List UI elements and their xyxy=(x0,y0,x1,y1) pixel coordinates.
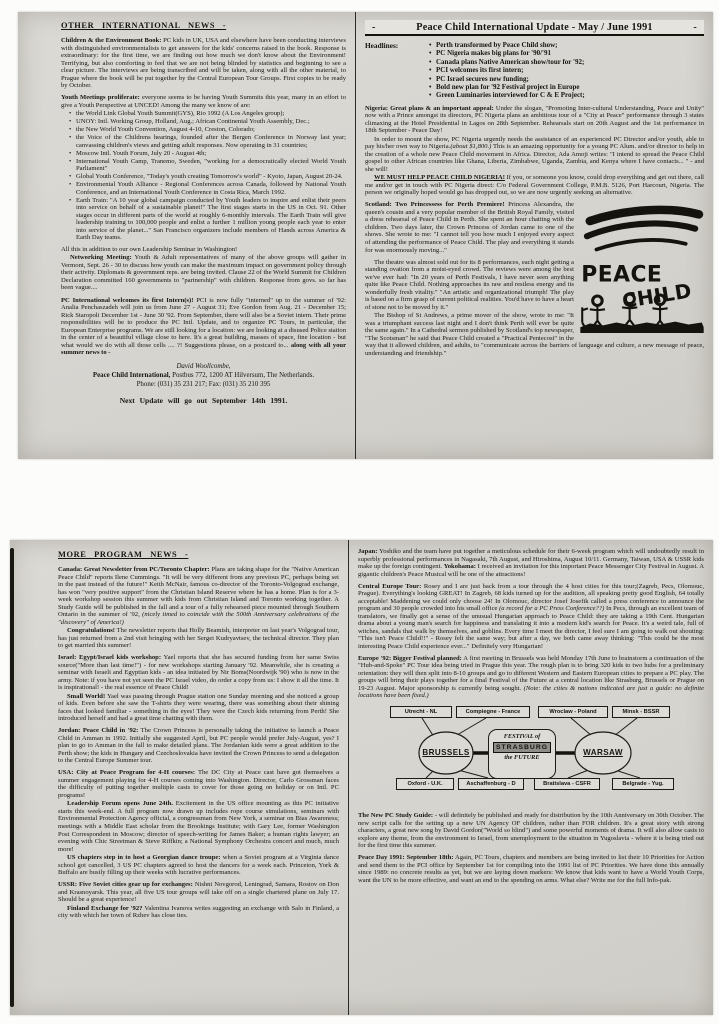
article-lead: Congratulations! xyxy=(67,627,115,635)
article-small-world xyxy=(58,693,339,723)
article-first-interns xyxy=(61,297,346,357)
brush-stroke xyxy=(587,224,695,237)
article-text: when a Soviet program at a Virginia dance school got cancelled, 3 US PC chapters agreed to host the dancers for a week each. Princeton, York & Buffalo are busily filling up their weeks with lucrative performances. xyxy=(58,854,339,877)
article-text: PCI is now fully "interned" up to the summer of '92: Analia Penchaszadeh will join us from June 27 - August 31; Eve Gordon from Aug. 21 - December 15; Rick Staropoli December 1st - June 30 '92. From September, there will also be a Soviet intern. Their prime responsibilities will be to produce the PC Intl. Update, and to organize PC Tours, in particular, the European Enterprise programs. We are still looking for a location: we are looking at a disused Police station in the center of a beautiful village close to here. It's a great building, masses of space, fine location - but what would we do with all those cells .... ?! Suggestions please, on a postcard to... xyxy=(61,296,346,349)
article-lead: USA: City at Peace Program for 4-H courses: xyxy=(58,769,196,777)
article-peace-day xyxy=(358,854,704,884)
article-networking-meeting xyxy=(61,254,346,292)
list-item: • Moscow Intl. Youth Forum, July 20 - August 4th; xyxy=(76,150,346,158)
article-israel-workshop xyxy=(58,654,339,692)
article-lead: Leadership Forum opens June 24th. xyxy=(67,800,173,808)
article-lead-underlined: WE MUST HELP PEACE CHILD NIGERIA! xyxy=(374,174,505,182)
connector-line xyxy=(422,718,434,737)
article-text: PC kids in UK, USA and elsewhere have been conducting interviews with distinguished environmentalists to get answers for the kids' concerns raised in the book. Response is extraordinary: for the first time, we are finding out how much we don't know about the Environment! Terrifying, but also comforting to feel that we are not being blinded by statistics and beginning to see a clear picture. The interviews are being transcribed and will be taken, along with all the other material, to Prague where the book will be put together by the Central European Tour Groups. First copies to be ready by October. xyxy=(61,37,346,90)
article-text: Again, PC Tours, chapters and members are being invited to list their 10 Priorities for Action and send them to the PCI office by September 1st for compiling into the 1991 list of PC Priorities. We have done this annually since 1989: no concrete results as yet, but we are laying down markers: We know that kids want to have a World Youth Corps, want the UN to be more effective, and want an end to the spending on arms. What else? Write me for the full Info-pak. xyxy=(358,854,704,884)
page2-right-column xyxy=(348,540,713,1015)
diagram-city-box: Belgrade - Yug. xyxy=(612,778,674,790)
article-text: Valentina Ivanova writes suggesting an exchange with Salo in Finland, a city with which her town of Rzhev has close ties. xyxy=(58,904,340,920)
org-name: Peace Child International, xyxy=(92,371,171,379)
diagram-city-box: Bratislava - CSFR xyxy=(534,778,600,790)
article-text: In Pecs, through an excellent team of translators, we finally got a sense of the unusual Hungarian approach to Peace Child: they are taking a 19th Cent. Hungarian drama about a young man's search for happiness and translating it into a modern kid's search for Peace. It's a weird tale, full of witches, sandals that walk by themselves, and goblins. Every time I meet the director, I feel sure I am going to walk out shouting: "This isn't Peace Child!!" - Rosey felt the same way; but after a day, we both came away thinking: "This could be the most interesting Peace Child experience ever..." Definitely very Hungarian! xyxy=(358,605,704,650)
headline-item: • PC Nigeria makes big plans for '90/'91 xyxy=(427,49,704,57)
connector-line xyxy=(614,718,637,736)
article-text-italic: (Note: the cities & nations indicated are just a guide: no definite locations have been fixed.) xyxy=(358,684,704,700)
article-nigeria-plans xyxy=(365,105,704,135)
list-item: • Global Youth Conference, "Today's youth creating Tomorrow's world" - Kyoto, Japan, August 20-24. xyxy=(76,173,346,181)
article-text: Yoshiko and the team have put together a meticulous schedule for their 6-week program which will undoubtedly result in superbly professional performances in Nagasaki, 7th August, and Hiroshima, August 10/11. Germany, Taiwan, USA & USSR kids make up the foreign contingent. xyxy=(358,548,704,571)
signature-phone-fax: Phone: (031) 35 231 217; Fax: (031) 35 210 395 xyxy=(136,381,271,389)
article-text: The DC City at Peace cast have got themselves a summer engagement playing for 4-H courses coming into Washington. Director, Carlo Grossman faces the difficulty of putting together multiple casts to cover for those going on holiday or on Intl. PC programs! xyxy=(58,769,340,799)
article-text: Under the slogan, "Promoting Inter-cultural Understanding, Peace and Unity" now with a Prince amongst its directors, PC Nigeria plans an ambitious tour of a "City at Peace" performance through 3 states climaxing at the Hotel Presidential in Lagos on 28th September. Rehearsals start on 20th August and the 1st performance in 18th September - Peace Day! xyxy=(365,104,704,135)
article-text: The Crown Princess is personally taking the initiative to launch a Peace Child in Amman in 1992. Initially she suggested April, but PC people would prefer July-August, yes? I plan to go to Amman in the fall to make detailed plans. The Jordanian kids were a great addition to the Perth show; the kids in Hungary and Czechoslovakia have invited the Crown Princess to send a delegation to the Central Europe Summer tour. xyxy=(58,727,340,765)
headline-item: • Perth transformed by Peace Child show; xyxy=(427,41,704,49)
article-usa-4h xyxy=(58,769,339,799)
article-lead: Finland Exchange for '92? xyxy=(67,904,143,912)
article-lead: PC International welcomes its first Intern(s)! xyxy=(61,296,194,304)
page1-columns xyxy=(18,12,713,459)
bishop-paragraph: The Bishop of St Andrews, a prime mover of the show, wrote to me: "It was a triumphant success last night and I don't think Perth will ever be quite the same again." In a Cathedral sermon published by Scotland's top newspaper, "The Scotsman" he said that Peace Child created a "Practical Pentecost" in the way that it allowed children, and adults, to "communicate across the barriers of language and culture, a new message of peace, understanding and friendship." xyxy=(365,312,704,357)
title-dash-left: - xyxy=(372,22,376,33)
article-text: The newsletter reports that Holly Beamish, interpreter on last year's Volgograd tour, has just returned from a 2nd visit bringing with her Sergei Kudryavtsev, the technical director. They plan to get married this summer! xyxy=(58,627,339,650)
article-children-environment-book xyxy=(61,37,346,90)
article-us-chapters xyxy=(58,854,339,877)
article-youth-meetings xyxy=(61,94,346,109)
article-lead: Networking Meeting: xyxy=(70,254,132,262)
section-heading-more-program-news: MORE PROGRAM NEWS - xyxy=(58,550,189,559)
headline-item: • Green Luminaries interviewed for C & E Project; xyxy=(427,91,704,99)
article-lead: Nigeria: Great plans & an important appeal: xyxy=(365,104,494,112)
list-item: • UNOY: Intl. Working Group, Holland, Aug.; African Continental Youth Assembly, Dec.; xyxy=(76,118,346,126)
article-lead: Jordan: Peace Child in '92: xyxy=(58,727,139,735)
brush-stroke xyxy=(590,210,699,221)
diagram-city-box: Oxford - U.K. xyxy=(396,778,454,790)
page1-left-column xyxy=(18,12,355,459)
page2-columns xyxy=(10,540,713,1015)
list-item: • International Youth Camp, Tranemo, Sweden, "working for a democratically elected World Youth Parliament" xyxy=(76,158,346,173)
article-nigeria-appeal xyxy=(365,136,704,174)
list-item: • Earth Train: "A 10 year global campaign conducted by Youth leaders to inspire and enlist their peers into service on behalf of a sustainable planet!" The first stages starts in the US in Oct. 91. Other stages occur in different parts of the world at roughly 6-monthly intervals. The Earth Train will give leadership training to 100,000 people and enlist a further 1 million young people each year to enter into service of the planet..." San Francisco organizers include members of Hands across America & Earth Day teams. xyxy=(76,197,346,242)
article-text: In order to mount the show, PC Nigeria urgently needs the assistance of an experienced PC Director and/or youth, able to pay his/her own way to Nigeria. xyxy=(365,135,704,151)
org-address: Postbus 772, 1200 AT Hilversum, The Netherlands. xyxy=(170,371,315,379)
scan-edge-artifact xyxy=(10,548,14,1007)
connector-line xyxy=(457,718,486,735)
connector-line xyxy=(615,770,640,778)
article-lead: Small World! xyxy=(67,692,106,700)
signature-name: David Woollcombe, xyxy=(176,362,231,370)
headline-item: • PCI welcomes its first intern; xyxy=(427,66,704,74)
article-lead: USSR: Five Soviet cities gear up for exchanges: xyxy=(58,881,193,889)
article-lead: US chapters step in to host a Georgian dance troupe: xyxy=(67,854,221,862)
article-lead: The New PC Study Guide: xyxy=(358,812,434,820)
article-europe-92 xyxy=(358,655,704,700)
headlines-label: Headlines: xyxy=(365,41,399,50)
diagram-city-box: Minsk - BSSR xyxy=(612,706,670,718)
article-study-guide xyxy=(358,812,704,850)
article-ussr-exchanges xyxy=(58,881,339,904)
article-text: Plans are taking shape for the "Native American Peace Child" reports Ilene Cummings. "It will be very different from any previous PC, perhaps being set in the past instead of the future!" Keith McNair, famous co-director of the Toronto-Volgograd exchange, has won "very positive support" from the Christian Island Reserve where he has a home. Plan is for a 3-week workshop session this summer with kids from Christian Island and Toronto working together. A Study Guide will be published in the fall and a tour of a fully rehearsed piece mounted through Southern Ontario in the summer of '92, xyxy=(58,566,339,619)
article-text: Yael reports that she has secured funding from her same Swiss source("More than last time!") - for new workshops starting January '92. Meanwhile, she is creating a seminar with Israeli and Egyptian kids - an idea initiated by Nir Boms(Noordwijk '90) who is now in the army. Note: if you have not yet seen the PC Israel video, do order a copy from us: I show it all the time. It is inspirational! - the real essence of Peace Child! xyxy=(58,654,339,692)
festival-top-text: FESTIVAL of xyxy=(503,733,541,741)
list-item: • the New World Youth Convention, August 4-10, Creston, Colorado; xyxy=(76,126,346,134)
article-congratulations xyxy=(58,627,339,650)
list-item: • the Voice of the Childrens hearings, founded after the Bergen Conference in Norway last year; canvassing children's views and getting adult responses. Now operating in 31 countries; xyxy=(76,134,346,149)
connector-line xyxy=(571,718,592,736)
headline-item: • Bold new plan for '92 Festival project in Europe xyxy=(427,83,704,91)
brush-stroke xyxy=(596,240,685,250)
title-dash-right: - xyxy=(693,22,697,33)
article-text-italic: (a record for a PC Press Conference??) xyxy=(499,605,605,613)
article-text: Yael was passing through Prague station one Sunday morning and she noticed a group of kids. Even before she saw the T-shirts they were wearing, there was something about their shining faces that looked familiar - something in the eyes! They were the Czech kids returning from Perth! She introduced herself and had a great time chatting with them. xyxy=(58,692,339,723)
article-lead: Yokohama: xyxy=(443,563,476,571)
article-text-italic: (nicely timed to coincide with the 500th Anniversary celebrations of the "discovery" of America!) xyxy=(58,611,339,626)
logo-word-child: CHILD xyxy=(620,279,694,314)
peace-child-logo xyxy=(580,203,704,333)
article-scotland-princesses xyxy=(365,201,704,357)
headline-item: • Canada plans Native American show/tour for '92; xyxy=(427,58,704,66)
diagram-city-box: Aschaffenburg - D xyxy=(458,778,524,790)
article-lead: Central Europe Tour: xyxy=(358,582,422,590)
article-central-europe-tour xyxy=(358,583,704,651)
diagram-city-box: Compiegne - France xyxy=(456,706,530,718)
article-text: - will definitely be published and ready for distribution by the 10th Anniversary on 30th October. The new script calls for the setting up a new UN Agency OF children, rather than FOR children. It's a great story with strong characters, a great new song by David Gordon("World so blind") and some powerful moments of drama. It will also allow casts to explore any theme, from the environment to Israel, from unemployment to the situation in Yugoslavia - where it is being tried out for the first time this summer. xyxy=(358,812,704,850)
festival-center-box xyxy=(488,729,556,779)
logo-word-peace: PEACE xyxy=(581,263,663,289)
section-heading-other-international-news: OTHER INTERNATIONAL NEWS - xyxy=(61,21,227,30)
headline-item: • PC Israel secures new funding; xyxy=(427,75,704,83)
page2-left-column xyxy=(10,540,348,1015)
article-text: Rosey and I are just back from a tour through the 4 host cities for this tour;(Zagreb, Pecs, Olomouc, Prague). Everything's looking GREAT! In Zagreb, 68 kids turned up for the audition, all speaking pretty good English, 64 totally acceptable! Maddening we could only choose 24! In Olomouc, director Josef Josefik called a press conference to announce the program and 30 people crowded into his small office xyxy=(358,582,704,613)
list-item: • the World Link Global Youth Summit(GYS), Rio 1992 (A Los Angeles group); xyxy=(76,110,346,118)
newsletter-title: Peace Child International Update - May / June 1991 xyxy=(416,22,653,33)
article-text: everyone seems to be having Youth Summits this year, many in an effort to give a Youth Perspective at UNCED! Among the many we know of are: xyxy=(61,94,346,109)
article-text: Princess Alexandra, the queen's cousin and a very popular member of the British Royal Family, visited a dress rehearsal of Peace Child in Perth. She spent an hour chatting with the children. Two days later, the Crown Princess of Jordan came to one of the shows. She wrote to me: "I cannot tell you how much I enjoyed every aspect of attending the performance of Peace Child. The play and everything it stands for was enormously moving..." xyxy=(365,201,574,254)
article-help-nigeria xyxy=(365,174,704,197)
theatre-paragraph: The theatre was almost sold out for its 8 performances, each night getting a standing ovation from a moist-eyed crowd. The reviews were among the best we've ever had: "In 20 years of Perth Festivals, I have never seen anything quite like Peace Child. Nothing approaches its raw and restless energy and its wonderfully fresh vitality." "An artistic and organizational triumph! The play is based on a firm grasp of current political realities. You'd have to have a heart of stone not to be moved by it." xyxy=(365,258,574,311)
newsletter-page-2 xyxy=(10,540,713,1015)
newsletter-title-bar xyxy=(365,20,704,36)
list-item: • Environmental Youth Alliance - Regional Conferences across Canada, followed by National Youth Conference, and an International Youth Conference in Costa Rica, March 1992. xyxy=(76,181,346,196)
hub-label-brussels: BRUSSELS xyxy=(422,748,470,758)
connector-line xyxy=(458,770,488,778)
festival-bottom-text: the FUTURE xyxy=(504,754,540,762)
strasburg-chip: STRASBURG xyxy=(493,742,551,753)
article-lead: Peace Day 1991: September 18th: xyxy=(358,854,454,862)
article-lead: Children & the Environment Book: xyxy=(61,37,162,44)
newsletter-page-1 xyxy=(18,12,713,459)
article-canada-newsletter xyxy=(58,566,339,626)
hub-and-spoke-diagram xyxy=(360,704,704,807)
article-text: Nishni Novgorod, Leningrad, Samara, Rostov on Don and Krasnoyarsk. This year, all five US tour groups will take off on a single chartered plane on July 17. Should be a great experience! xyxy=(58,881,339,904)
article-text: Youth & Adult representatives of many of the above groups will gather in Vermont, Sept. 26 - 30 to discuss how youth can make the maximum impact on government policy through their activity. Diplomats & government reps. are being invited. Clause 22 of the World Summit for Children Declaration committed 160 governments to "partnership" with children. Response from govs. so far has been vague.... xyxy=(61,254,346,292)
article-text: This is an amazing opportunity for a young PC Alum. and/or director to help in the creation of a whole new Peace Child movement in Africa. Director, Ada Amoji writes: "I intend to spread the Peace Child gospel to other African countries like Ghana, Liberia, Zimbabwe, Uganda, Zambia, and Kenya where I have contacts... " - and she will! xyxy=(365,143,704,173)
headlines-section xyxy=(365,41,704,100)
youth-meetings-list xyxy=(63,110,346,242)
article-text: A first meeting in Brussels was held Monday 17th June to brainstorm a continuation of the "Hub-and-Spoke" PC Tour idea being tried in Prague this year. The rough plan is to bring 320 kids to two hubs for a preliminary orientation: they will then split into 8-10 groups and go to different Western and Eastern European cities to prepare a PC play. The groups will bring their plays together for a final Festival of the Future at a central location like Strasburg, Brussels or Prague on 19-23 August. Major sponsorship is currently being sought. xyxy=(358,654,704,692)
article-lead: Europe '92: Bigger Festival planned: xyxy=(358,654,462,662)
article-leadership-forum xyxy=(58,800,339,853)
article-lead: Canada: Great Newsletter from PC/Toronto Chapter: xyxy=(58,566,210,573)
article-lead: Scotland: Two Princessess for Perth Premiere! xyxy=(365,201,505,209)
page1-right-column xyxy=(355,12,713,459)
article-lead: Japan: xyxy=(358,548,378,555)
leadership-seminar-note: All this in addition to our own Leadership Seminar in Washington! xyxy=(61,245,238,253)
article-jordan xyxy=(58,727,339,765)
article-finland-exchange xyxy=(58,905,339,920)
article-text-italic: (about $1,800.) xyxy=(450,143,492,151)
article-text-bold: along with all your summer news to - xyxy=(61,341,346,357)
signature-address xyxy=(61,371,346,380)
diagram-city-box: Utrecht - NL xyxy=(390,706,452,718)
article-lead: Youth Meetings proliferate: xyxy=(61,94,140,102)
next-update-notice: Next Update will go out September 14th 1991. xyxy=(119,395,288,405)
article-text: Excitement in the US office mounting as this PC initiative starts this week-end. A full program now drawn up includes rope course simulations, seminars with Environmental Protection Agency official, a congressman from New York, a seminar on Bias Awareness; meetings with a Middle East scholar from the Brookings Institute; with Gary Lee, former Washington Post Correspondent in Moscow; director of speech-writing for James Baker; a human rights lawyer; an evening with Chic Streetman & Steve Riffkin; a National Symphony Orchestra concert and much, much more! xyxy=(58,800,339,853)
hub-label-warsaw: WARSAW xyxy=(583,748,623,758)
article-text: I received an invitation for this important Peace Messenger City Festival in August. A gigantic children's Peace Musical will be one of the attractions! xyxy=(358,563,704,578)
article-lead: Israel: Egypt/Israel kids workshop: xyxy=(58,654,162,662)
article-japan xyxy=(358,548,704,578)
article-text: If you, or someone you know, could drop everything and get out there, call me and/or get in touch with PC Nigeria direct: C/o Federal Government College, P.M.B. 5126, Port Harcourt, Nigeria. The person we originally hoped would go has dropped out, so we are now urgently seeking an alternative. xyxy=(365,174,704,197)
signature-block xyxy=(61,362,346,390)
headlines-list xyxy=(427,41,704,100)
diagram-city-box: Wroclaw - Poland xyxy=(538,706,608,718)
